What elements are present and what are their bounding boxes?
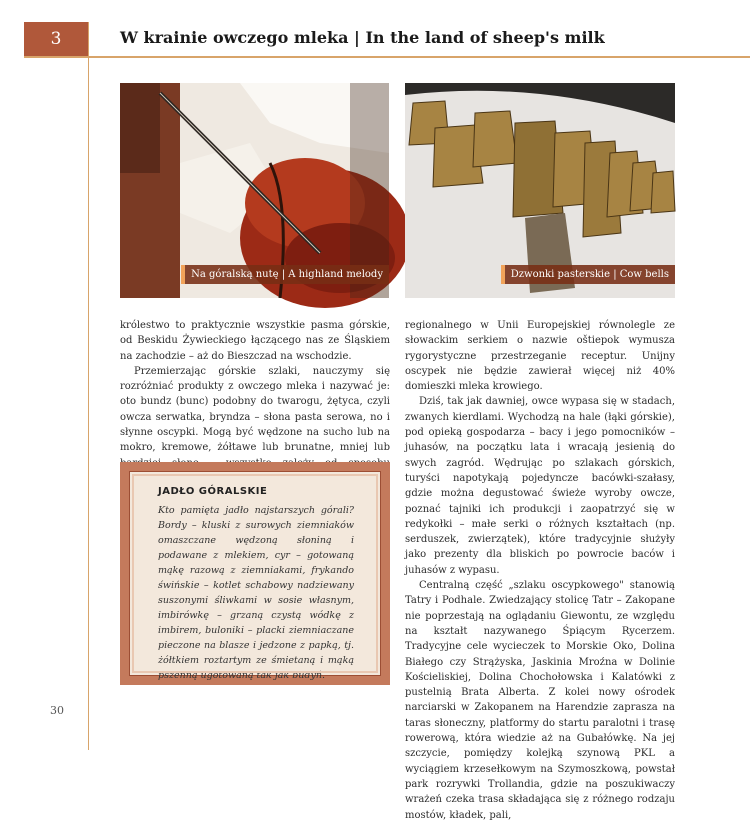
sidebar-text: Kto pamięta jadło najstarszych górali? Bordy – kluski z surowych ziemniaków omaszczane wędzoną słoniną i podawane z mlekiem, cyr – gotowaną mąkę razową z ziemniakami, frykando świńskie – kotlet schabowy nadziewany suszonymi śliwkami w sosie własnym, imbirówkę – grzaną czystą wódkę z imbirem, buloniki – placki ziemniaczane pieczone na blasze i jedzone z papką, tj. żółtkiem roztartym ze śmietaną i mąką pszenną ugotowaną tak jak budyń. bbox=[158, 505, 354, 681]
paragraph: regionalnego w Unii Europejskiej równolegle ze słowackim serkiem o nazwie oštiepok wymusza rygorystyczne przestrzeganie receptur. Unijny oscypek nie będzie zawierał więcej niż 40% domieszki mleka krowiego. bbox=[405, 320, 675, 393]
bells-photo bbox=[405, 83, 675, 298]
sidebar-title: JADŁO GÓRALSKIE bbox=[158, 486, 268, 497]
header-rule bbox=[24, 56, 750, 58]
paragraph: Przemierzając górskie szlaki, nauczymy się rozróżniać produkty z owczego mleka i nazywać je: oto bundz (bunc) podobny do twarogu, żętyca, czyli owcza serwatka, bryndza – słona pasta serowa, no i słynne oscypki. Mogą być wędzone na sucho lub na mokro, kremowe, żółtawe lub brunatne, mniej lub bbox=[120, 365, 390, 454]
photo-caption: Dzwonki pasterskie | Cow bells bbox=[501, 265, 675, 284]
sidebar-box bbox=[120, 462, 390, 685]
chapter-number: 3 bbox=[50, 29, 62, 49]
page-number: 30 bbox=[50, 704, 64, 717]
margin-rule bbox=[88, 22, 89, 750]
page-title: W krainie owczego mleka | In the land of sheep's milk bbox=[120, 28, 605, 47]
paragraph: królestwo to praktycznie wszystkie pasma górskie, od Beskidu Żywieckiego łączącego nas ze Śląskiem na zachodzie – aż do Bieszczad na wschodzie. bbox=[120, 320, 390, 362]
photo-caption: Na góralską nutę | A highland melody bbox=[181, 265, 389, 284]
paragraph: Centralną część „szlaku oscypkowego" stanowią Tatry i Podhale. Zwiedzający stolicę Tatr – Zakopane nie poprzestają na oglądaniu Giewontu, ze względu na kształt nazywanego Śpiącym Rycerzem. Tradycyjne cele wycieczek to Morskie Oko, Dolina Białego czy Strążyska, Jaskinia Mroźna w Dolinie Kościeliskiej, Dolina Chochołowska i Kalatówki z pustelnią Brata Alberta. Z kolei nowy ośrodek narciarski w Zakopanem na Harendzie zaprasza na taras słoneczny, platformy do startu paralotni i trasę rowerową, która wiedzie aż na Gubałówkę. Na jej szczycie, pomiędzy kolejką szynową PKL a wyciągiem krzesełkowym na Szymoszkową, powstał park rozrywki Trollandia, gdzie na poszukiwaczy wrażeń czeka trasa składająca się z różnego rodzaju mostów, kładek, pali, bbox=[405, 580, 675, 821]
right-column-text bbox=[405, 318, 675, 823]
sidebar-box-inner bbox=[129, 471, 381, 681]
paragraph: Dziś, tak jak dawniej, owce wypasa się w stadach, zwanych kierdlami. Wychodzą na hale (łąki górskie), pod opieką gospodarza – bacy i jego pomocników – juhasów, na początku lata i wracają jesienią do swych zagród. Wędrując po szlakach górskich, turyści napotykają pojedyncze bacówki-szałasy, gdzie można degustować świeże wyroby owcze, poznać tajniki ich produkcji i zaopatrzyć się w redykołki – małe serki o różnych kształtach (np. serduszek, zwierzątek), które tradycyjnie służyły jako prezenty dla bliskich po powrocie baców i juhasów z wypasu. bbox=[405, 396, 675, 576]
cello-photo bbox=[120, 83, 389, 298]
chapter-number-box bbox=[24, 22, 88, 56]
